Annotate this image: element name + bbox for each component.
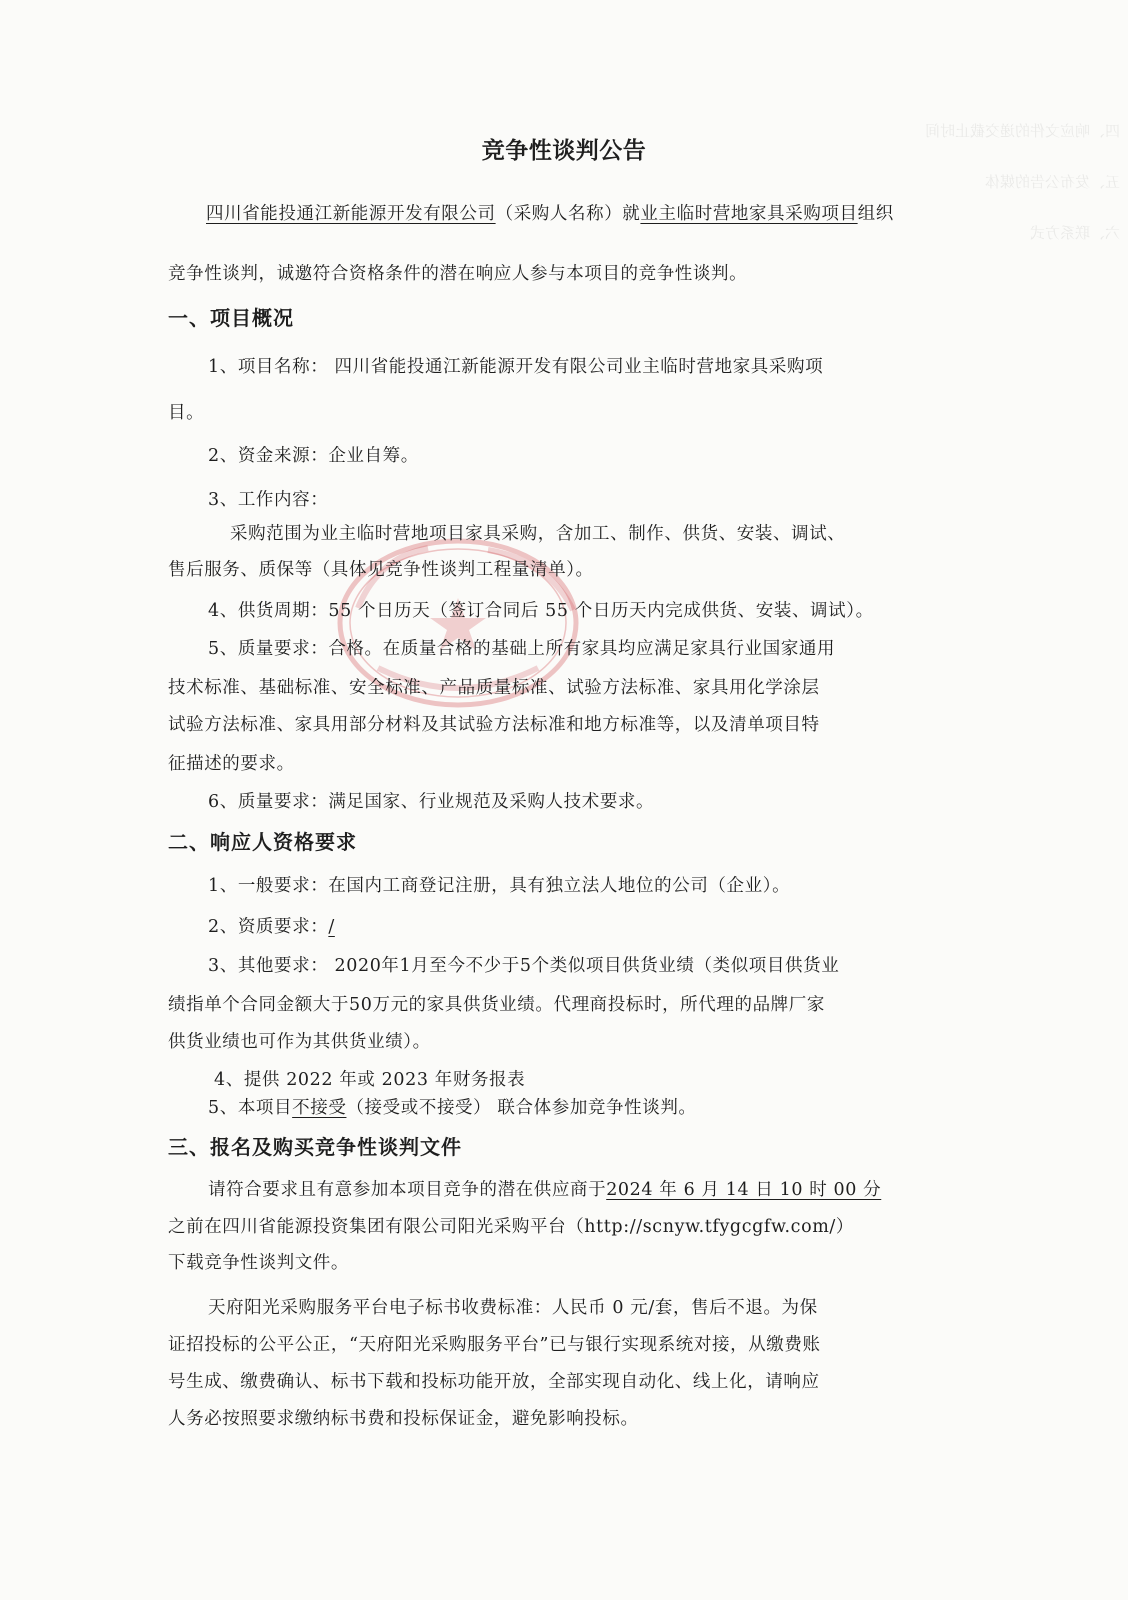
s1-item-1a: 1、项目名称： 四川省能投通江新能源开发有限公司业主临时营地家具采购项 (208, 357, 824, 377)
s1-item-3b: 售后服务、质保等（具体见竞争性谈判工程量清单）。 (168, 560, 594, 580)
organize-text: 组织 (857, 204, 894, 224)
s2-item-3b: 绩指单个合同金额大于50万元的家具供货业绩。代理商投标时，所代理的品牌厂家 (168, 995, 825, 1015)
project-name: 业主临时营地家具采购项目 (640, 204, 858, 224)
s1-item-5c: 试验方法标准、家具用部分材料及其试验方法标准和地方标准等，以及清单项目特 (168, 715, 820, 735)
s1-item-4: 4、供货周期：55 个日历天（签订合同后 55 个日历天内完成供货、安装、调试）。 (208, 601, 874, 621)
s2-item-2-value: / (328, 917, 335, 937)
purchaser-label: （采购人名称）就 (495, 204, 641, 224)
s2-item-2 (208, 913, 335, 938)
s1-item-3a: 采购范围为业主临时营地项目家具采购，含加工、制作、供货、安装、调试、 (230, 524, 846, 544)
s2-item-3a: 3、其他要求： 2020年1月至今不少于5个类似项目供货业绩（类似项目供货业 (208, 956, 840, 976)
s2-item-5 (208, 1094, 697, 1119)
s1-item-5d: 征描述的要求。 (168, 754, 295, 774)
section-3-heading: 三、报名及购买竞争性谈判文件 (168, 1135, 462, 1159)
purchaser-name: 四川省能投通江新能源开发有限公司 (206, 204, 496, 224)
page-title: 竞争性谈判公告 (481, 138, 647, 164)
s3-para-1a (208, 1176, 881, 1201)
bleed-through: 四、响应文件的递交截止时间 五、发布公告的媒体 六、联系方式 (924, 122, 1120, 242)
s2-item-5-value: 不接受 (292, 1098, 347, 1118)
s1-item-2: 2、资金来源：企业自筹。 (208, 446, 419, 466)
s1-item-3: 3、工作内容： (208, 490, 329, 510)
s2-item-1: 1、一般要求：在国内工商登记注册，具有独立法人地位的公司（企业）。 (208, 876, 791, 896)
intro-line-2: 竞争性谈判，诚邀符合资格条件的潜在响应人参与本项目的竞争性谈判。 (168, 264, 748, 284)
s3-para-2d: 人务必按照要求缴纳标书费和投标保证金，避免影响投标。 (168, 1409, 639, 1429)
s3-para-1b: 之前在四川省能源投资集团有限公司阳光采购平台（http://scnyw.tfygcgfw.com/） (168, 1217, 854, 1237)
s2-item-5-pre: 5、本项目 (208, 1098, 293, 1118)
intro-line-1 (206, 200, 894, 225)
section-2-heading: 二、响应人资格要求 (168, 830, 357, 854)
s2-item-2-label: 2、资质要求： (208, 917, 329, 937)
s3-para-2c: 号生成、缴费确认、标书下载和投标功能开放，全部实现自动化、线上化，请响应 (168, 1372, 820, 1392)
s2-item-3c: 供货业绩也可作为其供货业绩）。 (168, 1032, 431, 1052)
s3-deadline: 2024 年 6 月 14 日 10 时 00 分 (606, 1180, 882, 1200)
s3-para-1-pre: 请符合要求且有意参加本项目竞争的潜在供应商于 (208, 1180, 607, 1200)
s3-para-1c: 下载竞争性谈判文件。 (168, 1253, 349, 1273)
s1-item-5a: 5、质量要求：合格。在质量合格的基础上所有家具均应满足家具行业国家通用 (208, 639, 836, 659)
s3-para-2b: 证招投标的公平公正，“天府阳光采购服务平台”已与银行实现系统对接，从缴费账 (168, 1335, 821, 1355)
s1-item-5b: 技术标准、基础标准、安全标准、产品质量标准、试验方法标准、家具用化学涂层 (168, 678, 820, 698)
s2-item-4: 4、提供 2022 年或 2023 年财务报表 (214, 1070, 526, 1090)
s3-para-2a: 天府阳光采购服务平台电子标书收费标准：人民币 0 元/套，售后不退。为保 (208, 1298, 818, 1318)
s2-item-5-post: （接受或不接受） 联合体参加竞争性谈判。 (346, 1098, 697, 1118)
section-1-heading: 一、项目概况 (168, 306, 294, 330)
s1-item-1b: 目。 (168, 403, 205, 423)
s1-item-6: 6、质量要求：满足国家、行业规范及采购人技术要求。 (208, 792, 655, 812)
